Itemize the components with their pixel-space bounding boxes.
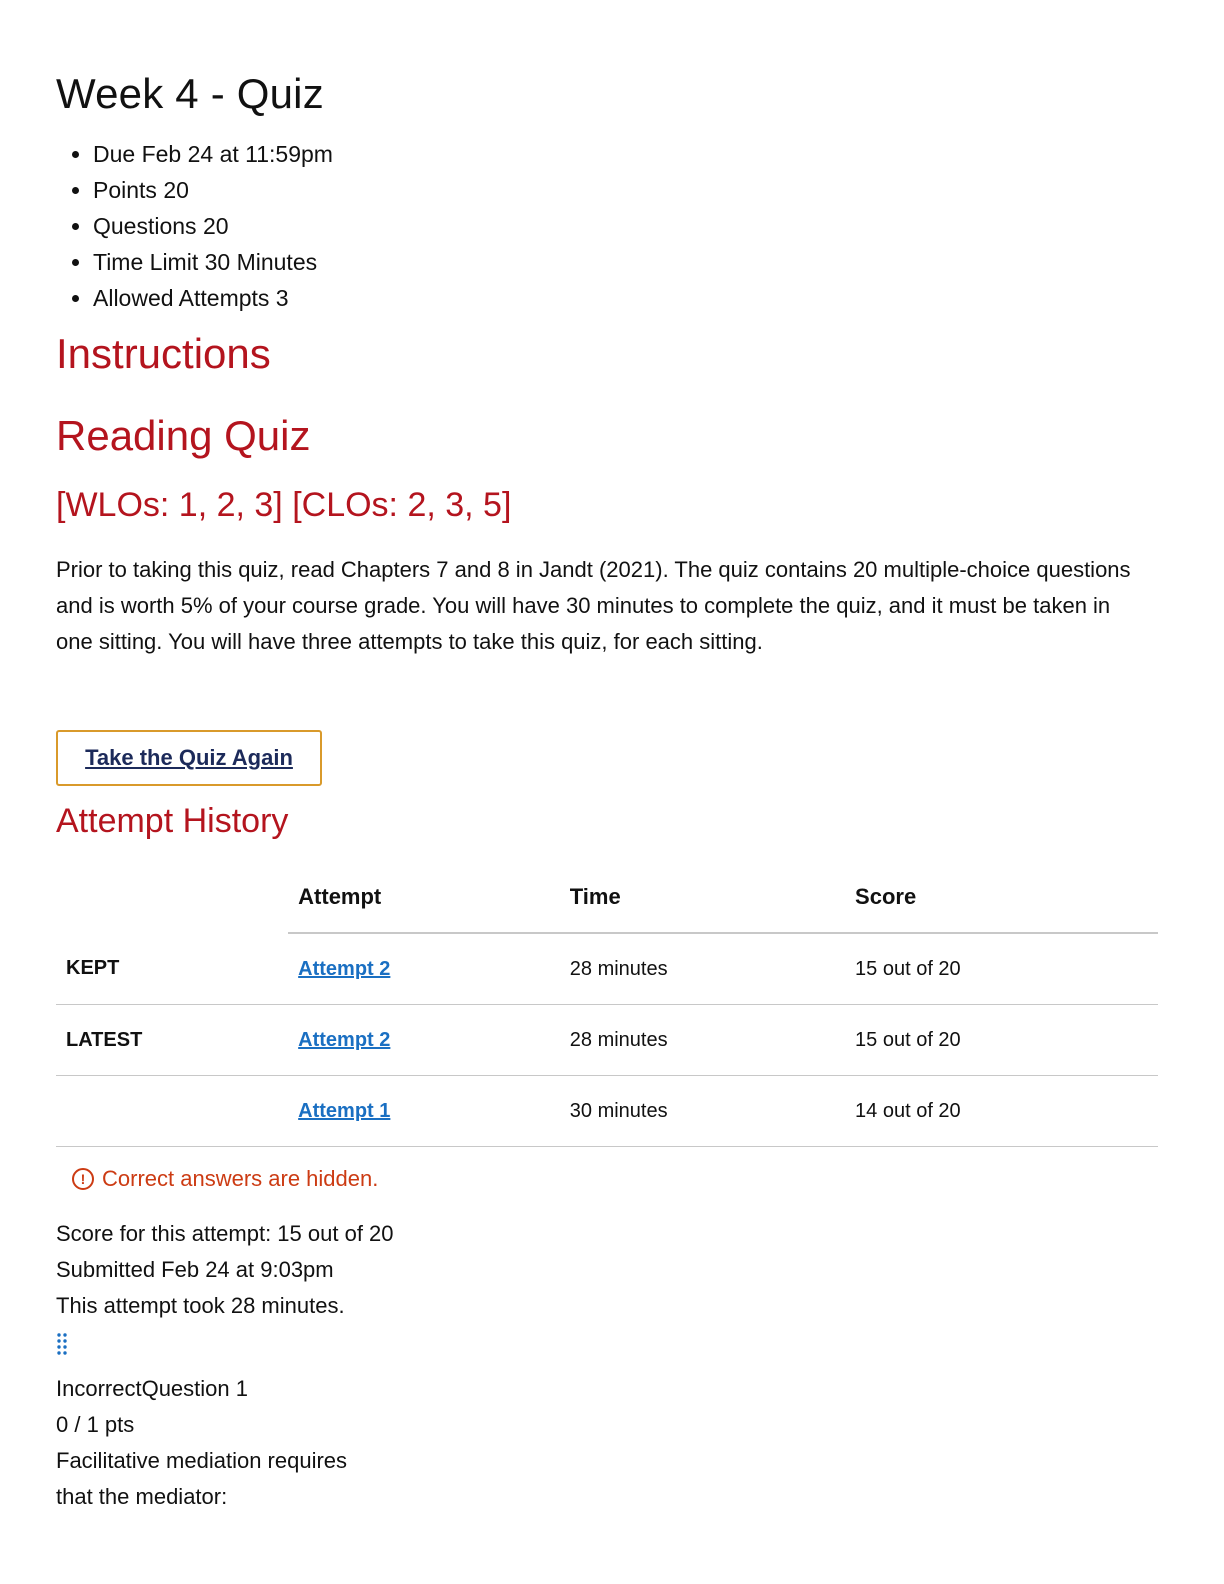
row-time: 28 minutes: [570, 933, 855, 1005]
question-drag-handle[interactable]: [56, 1324, 394, 1371]
row-time: 28 minutes: [570, 1005, 855, 1076]
row-status: KEPT: [56, 933, 288, 1005]
row-score: 15 out of 20: [855, 1005, 1158, 1076]
attempt-duration: This attempt took 28 minutes.: [56, 1293, 345, 1318]
learning-outcomes-heading: [WLOs: 1, 2, 3] [CLOs: 2, 3, 5]: [56, 486, 512, 524]
column-header-time: Time: [570, 862, 855, 933]
instructions-heading: Instructions: [56, 330, 271, 377]
row-attempt-cell: [288, 1005, 570, 1076]
detail-points: • Points 20: [93, 172, 333, 208]
row-attempt-cell: [288, 933, 570, 1005]
attempt-summary: [56, 1216, 394, 1515]
detail-questions: • Questions 20: [93, 208, 333, 244]
row-attempt-cell: [288, 1076, 570, 1147]
detail-time-limit: • Time Limit 30 Minutes: [93, 244, 333, 280]
attempt-history-heading: Attempt History: [56, 802, 289, 840]
instructions-body: Prior to taking this quiz, read Chapters 7 and 8 in Jandt (2021). The quiz contains 20 multiple-choice questions and is worth 5% of your course grade. You will have 30 minutes to complete the quiz, and it must be taken in one sitting. You will have three attempts to take this quiz, for each sitting.: [56, 557, 1131, 654]
row-score: 14 out of 20: [855, 1076, 1158, 1147]
table-row: [56, 933, 1158, 1005]
take-quiz-again-link[interactable]: Take the Quiz Again: [85, 745, 293, 770]
column-header-status: [56, 862, 288, 933]
attempt-link[interactable]: Attempt 2: [298, 957, 391, 980]
row-status: LATEST: [56, 1005, 288, 1076]
correct-answers-hidden-notice: [72, 1166, 378, 1192]
question-text-line-2: that the mediator:: [56, 1484, 228, 1509]
reading-quiz-heading: Reading Quiz: [56, 412, 311, 459]
column-header-attempt: Attempt: [288, 862, 570, 933]
table-header-row: [56, 862, 1158, 933]
page-title: Week 4 - Quiz: [56, 70, 324, 117]
row-time: 30 minutes: [570, 1076, 855, 1147]
table-row: [56, 1005, 1158, 1076]
attempt-submitted: Submitted Feb 24 at 9:03pm: [56, 1257, 334, 1282]
warning-icon: !: [72, 1168, 94, 1190]
detail-due: • Due Feb 24 at 11:59pm: [93, 136, 333, 172]
row-score: 15 out of 20: [855, 933, 1158, 1005]
notice-text: Correct answers are hidden.: [102, 1166, 379, 1191]
detail-allowed-attempts: • Allowed Attempts 3: [93, 280, 333, 316]
question-label: IncorrectQuestion 1: [56, 1376, 248, 1401]
attempt-link[interactable]: Attempt 1: [298, 1099, 391, 1122]
column-header-score: Score: [855, 862, 1158, 933]
attempt-link[interactable]: Attempt 2: [298, 1028, 391, 1051]
quiz-details-list: [56, 136, 333, 316]
drag-handle-icon[interactable]: [56, 1332, 68, 1358]
table-row: [56, 1076, 1158, 1147]
attempt-score: Score for this attempt: 15 out of 20: [56, 1221, 394, 1246]
attempt-history-table: [56, 862, 1158, 1147]
row-status: [56, 1076, 288, 1147]
question-text-line-1: Facilitative mediation requires: [56, 1448, 348, 1473]
take-quiz-again-button[interactable]: [56, 730, 322, 786]
question-points: 0 / 1 pts: [56, 1412, 135, 1437]
